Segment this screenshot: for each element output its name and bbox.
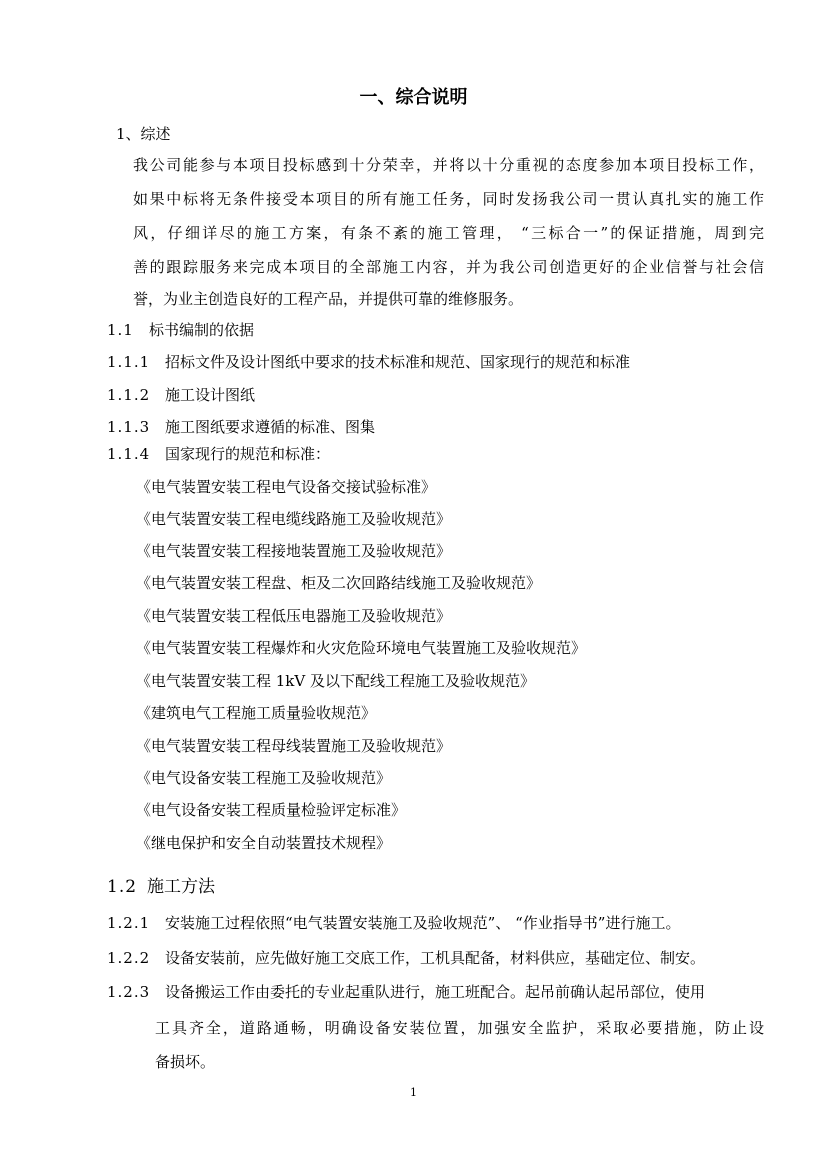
item-1-1-2 [107, 385, 255, 405]
standard-item: 《电气装置安装工程母线装置施工及验收规范》 [136, 737, 452, 755]
section-1-2 [107, 876, 215, 898]
item-number: 1.2.1 [107, 914, 151, 932]
standard-item: 《电气设备安装工程质量检验评定标准》 [136, 801, 407, 819]
item-number: 1.2.2 [107, 949, 151, 967]
page-title: 一、综合说明 [359, 87, 468, 108]
item-label: 安装施工过程依照“电气装置安装施工及验收规范”、 “作业指导书”进行施工。 [165, 914, 681, 932]
standard-item: 《电气装置安装工程 1kV 及以下配线工程施工及验收规范》 [136, 672, 536, 690]
section-number: 1.2 [107, 877, 138, 897]
standard-item: 《建筑电气工程施工质量验收规范》 [136, 704, 377, 722]
item-1-2-3 [107, 982, 705, 1002]
standard-item: 《电气装置安装工程接地装置施工及验收规范》 [136, 542, 452, 560]
item-1-1-3 [107, 417, 375, 437]
section-1-1 [107, 320, 254, 340]
standard-item: 《电气装置安装工程电气设备交接试验标准》 [136, 478, 437, 496]
item-number: 1.1.1 [107, 353, 151, 371]
overview-line: 善的跟踪服务来完成本项目的全部施工内容，并为我公司创造更好的企业信誉与社会信 [133, 258, 764, 276]
overview-line: 风，仔细详尽的施工方案，有条不紊的施工管理， “三标合一”的保证措施，周到完 [133, 224, 764, 242]
item-number: 1.1.3 [107, 418, 151, 436]
standard-item: 《电气装置安装工程爆炸和火灾危险环境电气装置施工及验收规范》 [136, 639, 587, 657]
item-label: 招标文件及设计图纸中要求的技术标准和规范、国家现行的规范和标准 [165, 353, 631, 371]
item-1-1-1 [107, 352, 630, 372]
item-label: 国家现行的规范和标准： [165, 445, 331, 463]
standard-item: 《电气设备安装工程施工及验收规范》 [136, 769, 392, 787]
section-label: 施工方法 [147, 877, 215, 897]
item-label: 施工图纸要求遵循的标准、图集 [165, 418, 376, 436]
section-label: 标书编制的依据 [149, 321, 255, 339]
section-number: 1.1 [107, 321, 134, 339]
item-label: 设备安装前，应先做好施工交底工作，工机具配备，材料供应，基础定位、制安。 [165, 949, 706, 967]
item-number: 1.1.4 [107, 445, 151, 463]
item-1-2-1 [107, 913, 680, 933]
overview-line: 誉，为业主创造良好的工程产品，并提供可靠的维修服务。 [133, 290, 524, 308]
standard-item: 《电气装置安装工程盘、柜及二次回路结线施工及验收规范》 [136, 574, 542, 592]
item-1-1-4 [107, 444, 330, 464]
item-label: 设备搬运工作由委托的专业起重队进行，施工班配合。起吊前确认起吊部位，使用 [165, 983, 706, 1001]
standard-item: 《电气装置安装工程电缆线路施工及验收规范》 [136, 510, 452, 528]
page-number: 1 [410, 1086, 417, 1099]
item-number: 1.1.2 [107, 386, 151, 404]
item-1-2-2 [107, 948, 705, 968]
item-continuation: 备损坏。 [155, 1053, 216, 1071]
overview-line: 我公司能参与本项目投标感到十分荣幸，并将以十分重视的态度参加本项目投标工作， [133, 156, 764, 174]
item-number: 1.2.3 [107, 983, 151, 1001]
item-continuation: 工具齐全，道路通畅，明确设备安装位置，加强安全监护，采取必要措施，防止设 [155, 1019, 764, 1037]
standard-item: 《继电保护和安全自动装置技术规程》 [136, 834, 392, 852]
item-label: 施工设计图纸 [165, 386, 256, 404]
overview-heading: 1、综述 [116, 125, 171, 143]
standard-item: 《电气装置安装工程低压电器施工及验收规范》 [136, 607, 452, 625]
overview-line: 如果中标将无条件接受本项目的所有施工任务，同时发扬我公司一贯认真扎实的施工作 [133, 190, 764, 208]
